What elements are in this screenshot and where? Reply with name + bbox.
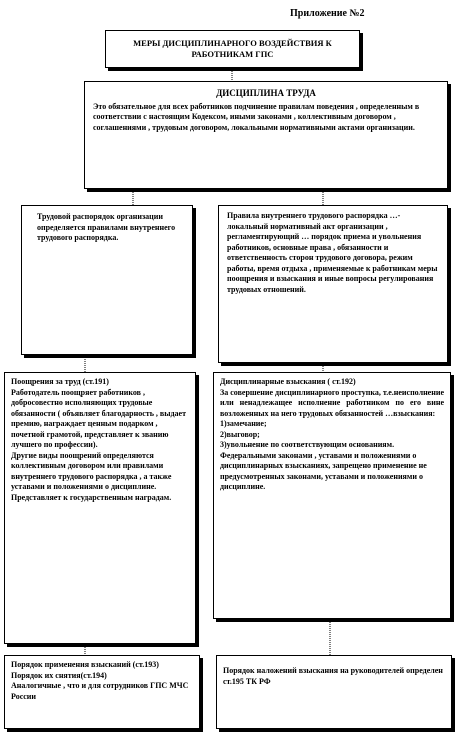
penalties-box xyxy=(213,372,451,619)
procedure-right-text: Порядок наложений взыскания на руководителей определен ст.195 ТК РФ xyxy=(223,666,443,686)
title-text: МЕРЫ ДИСЦИПЛИНАРНОГО ВОЗДЕЙСТВИЯ К РАБОТНИКАМ ГПС xyxy=(133,38,332,60)
penalties-heading: Дисциплинарные взыскания ( ст.192) xyxy=(220,377,356,386)
penalty-item-1: 1)замечание; xyxy=(220,419,267,429)
penalty-item-3: 3)увольнение по соответствующим основаниям. xyxy=(220,440,395,450)
rules-box xyxy=(218,205,448,363)
procedure-left-box xyxy=(4,655,200,729)
title-box xyxy=(105,30,360,68)
routine-text: Трудовой распорядок организации определяется правилами внутреннего трудового распорядка. xyxy=(37,212,176,243)
incentives-heading: Поощрения за труд (ст.191) xyxy=(11,377,109,386)
incentives-state-awards: Представляет к государственным наградам. xyxy=(11,493,172,503)
penalties-text: За совершение дисциплинарного проступка, т.е.неисполнение или ненадлежащее исполнение работником по его вине возложенных на него трудовых обязанностей …взыскания: xyxy=(220,387,444,418)
incentives-text: Работодатель поощряет работников , добросовестно исполняющих трудовые обязанности ( объявляет благодарность , выдает премию, награждает ценным подарком , почетной грамотой, представляет к званию лучшего по профессии). xyxy=(11,387,187,450)
procedure-right-box xyxy=(216,655,452,729)
procedure-left-similar: Аналогичные , что и для сотрудников ГПС МЧС России xyxy=(11,681,189,701)
incentives-other: Другие виды поощрений определяются коллективным договором или правилами внутреннего трудового распорядка , а также уставами и положениями о дисциплине. xyxy=(11,450,172,492)
procedure-left-application: Порядок применения взысканий (ст.193) xyxy=(11,660,159,669)
rules-text: Правила внутреннего трудового распорядка …- локальный нормативный акт организации , регламентирующий … порядок приема и увольнения работников, основные права , обязанности и ответственность сторон трудового договора, режим работы, время отдыха , применяемые к работникам меры поощрения и взыскания и иные вопросы регулирования трудовых отношений. xyxy=(227,211,438,294)
discipline-text: Это обязательное для всех работников подчинение правилам поведения , определенным в соответствии с настоящим Кодексом, иными законами , коллективным договором , соглашениями , трудовым договором, локальными нормативными актами организации. xyxy=(93,101,420,132)
discipline-box xyxy=(84,81,448,189)
routine-box xyxy=(21,205,193,355)
procedure-left-removal: Порядок их снятия(ст.194) xyxy=(11,670,107,680)
incentives-box xyxy=(4,372,196,644)
penalties-prohibition: Федеральными законами , уставами и положениями о дисциплинарных взысканиях, запрещено применение не предусмотренных законами, уставами и положениями о дисциплине. xyxy=(220,450,427,492)
penalty-item-2: 2)выговор; xyxy=(220,429,260,439)
discipline-heading: ДИСЦИПЛИНА ТРУДА xyxy=(216,88,316,98)
annex-label: Приложение №2 xyxy=(290,8,365,19)
